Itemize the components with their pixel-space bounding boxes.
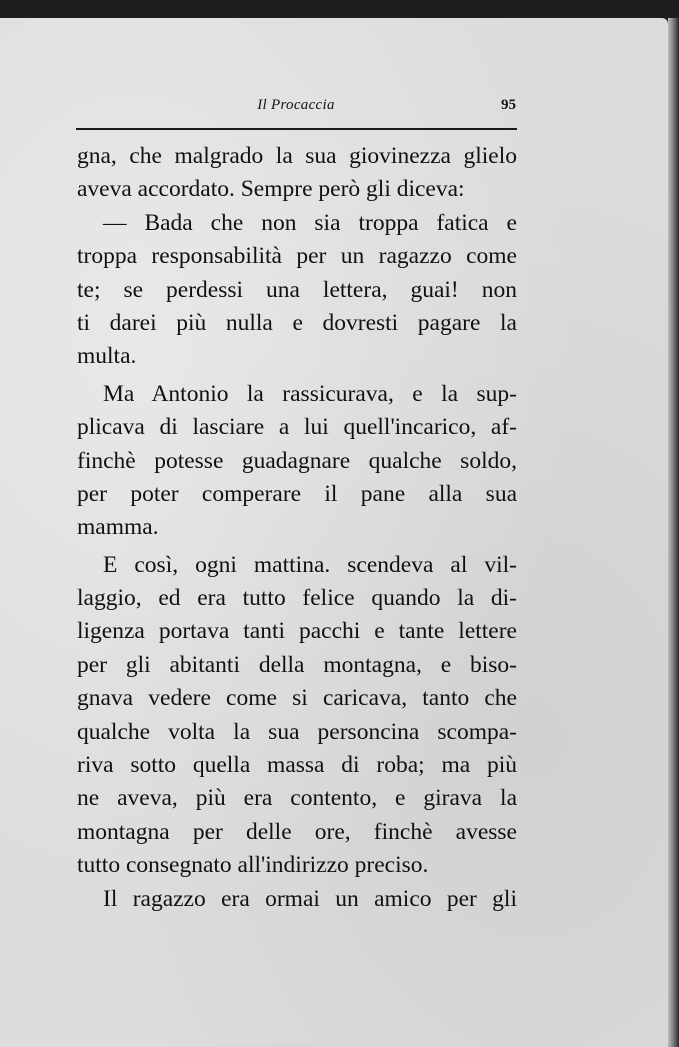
text-line: montagna per delle ore, finchè avesse — [77, 818, 517, 845]
running-title: Il Procaccia — [257, 97, 335, 113]
text-line: Il ragazzo era ormai un amico per gli — [103, 885, 517, 912]
text-line: Ma Antonio la rassicurava, e la sup- — [103, 380, 517, 407]
page-number: 95 — [501, 97, 516, 113]
text-line: ligenza portava tanti pacchi e tante lettere — [77, 618, 517, 645]
text-line: E così, ogni mattina. scendeva al vil- — [103, 551, 517, 578]
page-edge-shadow — [668, 18, 679, 1047]
text-line: finchè potesse guadagnare qualche soldo, — [77, 447, 517, 474]
text-line: per poter comperare il pane alla sua — [77, 480, 517, 507]
text-line: gnava vedere come si caricava, tanto che — [77, 685, 517, 712]
text-line: ne aveva, più era contento, e girava la — [77, 785, 517, 812]
text-line: ti darei più nulla e dovresti pagare la — [77, 309, 517, 336]
body-text — [77, 140, 517, 916]
text-line: plicava di lasciare a lui quell'incarico, af- — [77, 414, 517, 441]
text-line: — Bada che non sia troppa fatica e — [103, 209, 517, 236]
text-line: mamma. — [77, 514, 159, 541]
text-line: laggio, ed era tutto felice quando la di- — [77, 585, 517, 612]
text-line: troppa responsabilità per un ragazzo come — [77, 243, 517, 270]
text-line: gna, che malgrado la sua giovinezza glielo — [77, 143, 517, 169]
text-line: qualche volta la sua personcina scompa- — [77, 718, 517, 745]
text-line: te; se perdessi una lettera, guai! non — [77, 276, 517, 303]
page-header — [76, 97, 516, 121]
text-line: per gli abitanti della montagna, e biso- — [77, 651, 517, 678]
text-line: tutto consegnato all'indirizzo preciso. — [77, 852, 429, 879]
header-rule — [76, 128, 517, 130]
text-line: aveva accordato. Sempre però gli diceva: — [77, 176, 465, 203]
text-line: multa. — [77, 343, 137, 370]
text-line: riva sotto quella massa di roba; ma più — [77, 752, 517, 779]
